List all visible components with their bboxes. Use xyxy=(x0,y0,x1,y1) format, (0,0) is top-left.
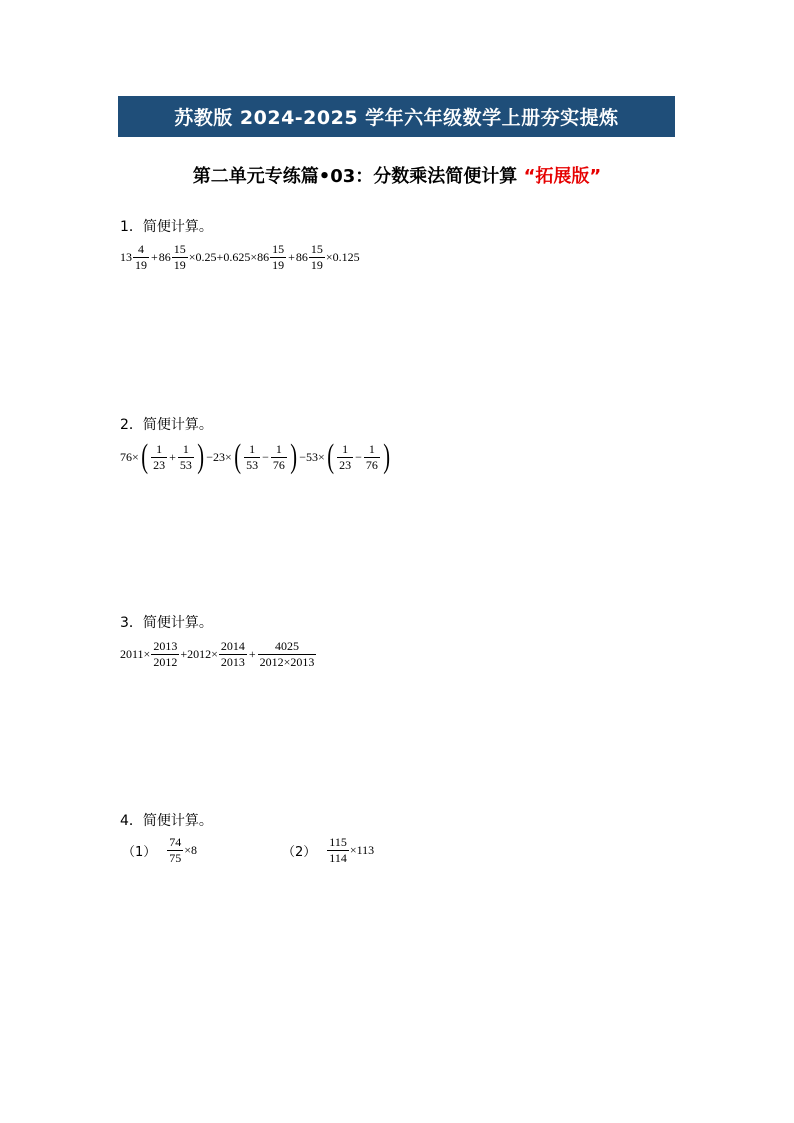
q2-op-3: − xyxy=(355,449,362,464)
question-1-expression xyxy=(120,243,360,271)
q1-fraction-4: $\frac{15}{19}$ xyxy=(310,242,323,272)
q2-right-paren-1: ) xyxy=(197,438,204,475)
q4-part-1-tail: ×8 xyxy=(184,842,198,857)
q3-plus: + xyxy=(248,646,256,661)
question-4-part-1 xyxy=(122,836,197,864)
q2-op-1: + xyxy=(169,449,176,464)
q4-part-2-label: （2） xyxy=(282,844,317,860)
q2-left-paren-3: ( xyxy=(327,438,334,475)
question-3-expression xyxy=(120,640,317,668)
question-1-label: 1．简便计算。 xyxy=(120,219,213,235)
q2-op-2: − xyxy=(262,449,269,464)
q2-right-paren-3: ) xyxy=(383,438,390,475)
q2-term-b: −23× xyxy=(206,449,232,464)
q1-middle-terms: ×0.25+0.625×86 xyxy=(188,249,270,264)
q2-fraction-6: $\frac{1}{76}$ xyxy=(365,441,378,472)
q3-term-b: +2012× xyxy=(180,646,218,661)
q4-fraction-1: $\frac{74}{75}$ xyxy=(169,835,182,865)
q2-fraction-4: $\frac{1}{76}$ xyxy=(272,441,285,472)
q1-plus-1: + xyxy=(151,249,158,264)
q3-fraction-2: $\frac{2014}{2013}$ xyxy=(220,639,245,669)
q1-fraction-3: $\frac{15}{19}$ xyxy=(272,242,285,272)
q1-fraction-2: $\frac{15}{19}$ xyxy=(173,242,186,272)
q4-part-2-tail: ×113 xyxy=(349,842,375,857)
q2-fraction-1: $\frac{1}{23}$ xyxy=(153,441,166,472)
q1-whole-2: 86 xyxy=(158,249,171,264)
q2-left-paren-2: ( xyxy=(234,438,241,475)
q1-fraction-1: $\frac{4}{19}$ xyxy=(135,242,147,272)
q2-fraction-5: $\frac{1}{23}$ xyxy=(339,441,352,472)
question-4-label: 4．简便计算。 xyxy=(120,813,213,829)
q1-whole-1: 13 xyxy=(120,249,132,264)
question-2-expression xyxy=(120,440,392,474)
q2-term-a: 76× xyxy=(120,449,139,464)
q2-fraction-2: $\frac{1}{53}$ xyxy=(179,441,192,472)
q2-right-paren-2: ) xyxy=(290,438,297,475)
question-2-label: 2．简便计算。 xyxy=(120,417,213,433)
subtitle-main: 第二单元专练篇•03：分数乘法简便计算 xyxy=(192,166,518,187)
q4-fraction-2: $\frac{115}{114}$ xyxy=(329,835,347,865)
q2-term-c: −53× xyxy=(299,449,325,464)
document-banner: 苏教版 2024-2025 学年六年级数学上册夯实提炼 xyxy=(118,96,675,137)
q1-whole-4: 86 xyxy=(295,249,308,264)
subtitle-highlight: “拓展版” xyxy=(523,166,602,187)
q1-tail: ×0.125 xyxy=(325,249,360,264)
q1-plus-2: + xyxy=(288,249,295,264)
question-4-part-2 xyxy=(282,836,374,864)
document-subtitle xyxy=(0,162,794,188)
q2-left-paren-1: ( xyxy=(141,438,148,475)
q2-fraction-3: $\frac{1}{53}$ xyxy=(246,441,259,472)
q3-fraction-1: $\frac{2013}{2012}$ xyxy=(153,639,178,669)
q3-fraction-3: $\frac{4025}{2012\times 2013}$ xyxy=(259,639,315,669)
q3-term-a: 2011× xyxy=(120,646,151,661)
question-3-label: 3．简便计算。 xyxy=(120,615,213,631)
q4-part-1-label: （1） xyxy=(122,844,157,860)
